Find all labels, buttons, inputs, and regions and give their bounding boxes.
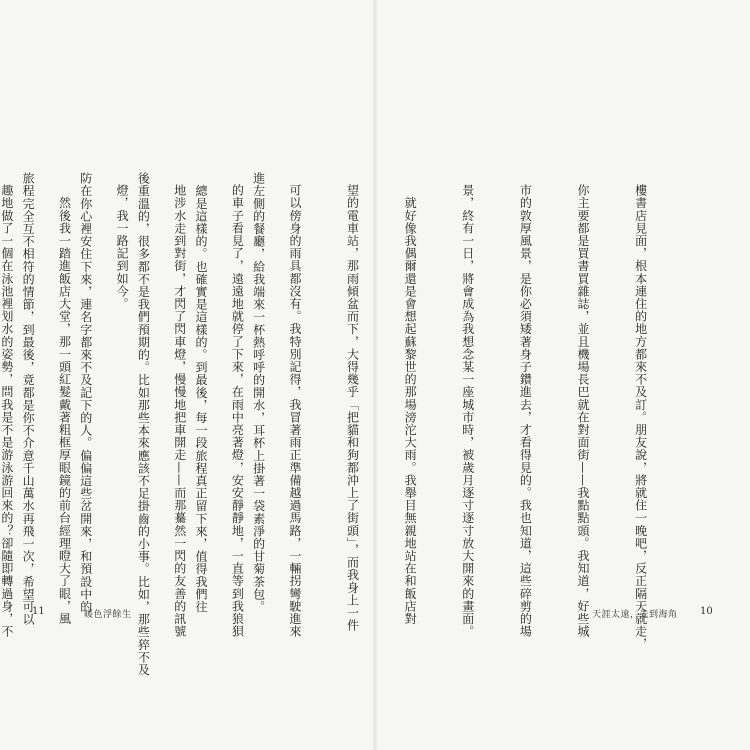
left-running-title: 暖色浮餘生 bbox=[84, 610, 132, 620]
text-line: 就好像我偶爾還是會想起蘇黎世的那場滂沱大雨。我舉目無親地站在和飯店對 bbox=[403, 184, 418, 625]
text-line: 後重溫的，很多都不是我們預期的。比如那些本來應該不足掛齒的小事。比如，那些猝不及 bbox=[136, 172, 151, 676]
text-line: 地涉水走到對街，才閃了閃車燈，慢慢地把車開走——而那驀然一閃的友善的訊號 bbox=[172, 184, 187, 638]
right-running-title: 天涯太遠，先到海角 bbox=[592, 610, 678, 620]
text-line: 的車子看見了，遠遠地就停了下來，在雨中亮著燈，安安靜靜地，一直等到我狼狽 bbox=[230, 184, 245, 638]
text-line: 防在你心裡安住下來，連名字都來不及記下的人。偏偏這些岔開來，和預設中的 bbox=[78, 172, 93, 613]
right-page-number: 10 bbox=[700, 606, 713, 617]
text-line: 市的敦厚風景，是你必須矮著身子鑽進去，才看得見的。我也知道，這些碎剪的場 bbox=[518, 184, 533, 638]
text-line: 旅程完全互不相符的情節，到最後，竟都是你不介意千山萬水再飛一次，希望可以 bbox=[21, 172, 36, 626]
text-line: 景，終有一日，將會成為我想念某一座城市時，被歲月逐寸逐寸放大開來的畫面。 bbox=[460, 184, 475, 638]
text-line: 進左側的餐廳，給我端來一杯熱呼呼的開水，耳杯上掛著一袋素淨的甘菊茶包。 bbox=[251, 172, 266, 613]
text-line: 樓書店見面，根本連住的地方都來不及訂。朋友說，將就住一晚吧，反正隔天就走， bbox=[633, 184, 648, 651]
text-line: 可以傍身的雨具都沒有。我特別記得，我冒著雨正準備越過馬路，一輛拐彎駛進來 bbox=[287, 184, 302, 638]
text-line: 然後我一踏進飯店大堂，那一頭紅髮戴著粗框厚眼鏡的前台經理瞪大了眼，風 bbox=[57, 184, 72, 625]
text-line: 趣地做了一個在泳池裡划水的姿勢，問我是不是游泳游回來的？卻隨即轉過身，不 bbox=[0, 184, 14, 638]
text-line: 你主要都是買書買雜誌，並且機場長巴就在對面街——我點點頭。我知道，好些城 bbox=[575, 184, 590, 638]
left-page-number: 11 bbox=[32, 606, 45, 617]
text-line: 總是這樣的。也確實是這樣的。到最後，每一段旅程真正留下來，值得我們往 bbox=[193, 172, 208, 613]
text-line: 望的電車站，那雨傾盆而下，大得幾乎「把貓和狗都沖上了街頭」，而我身上一件 bbox=[345, 184, 360, 632]
text-line: 燈，我一路記到如今。 bbox=[115, 184, 130, 310]
